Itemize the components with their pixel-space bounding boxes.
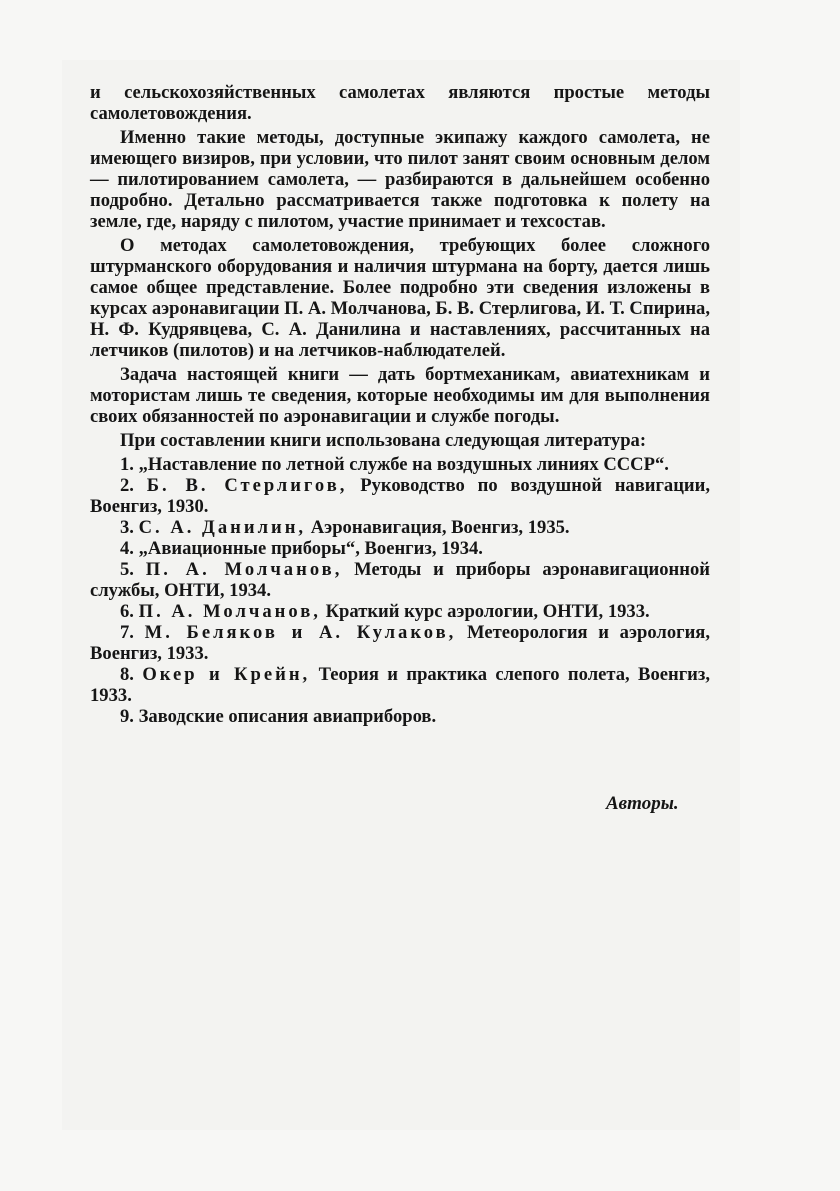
signature: Авторы. [606, 793, 679, 814]
reference-text: Краткий курс аэрологии, ОНТИ, 1933. [325, 601, 650, 622]
reference-number: 5. [120, 559, 134, 580]
reference-item [90, 454, 710, 475]
reference-text: Теория и практика слепого полета, Военгиз, 1933. [90, 664, 710, 706]
reference-number: 1. [120, 454, 134, 475]
reference-text: Метеорология и аэрология, Военгиз, 1933. [90, 622, 710, 664]
reference-text: „Наставление по летной службе на воздушных линиях СССР“. [138, 454, 669, 475]
paragraph: и сельскохозяйственных самолетах являются простые методы самолетовождения. [90, 82, 710, 124]
reference-text: Руководство по воздушной навигации, Военгиз, 1930. [90, 475, 710, 517]
reference-number: 9. [120, 706, 134, 727]
reference-text: Методы и приборы аэронавигационной службы, ОНТИ, 1934. [90, 559, 710, 601]
reference-author: Б. В. Стерлигов, [146, 475, 348, 496]
reference-item [90, 601, 710, 622]
references-intro: При составлении книги использована следующая литература: [120, 430, 647, 451]
reference-author: Окер и Крейн, [142, 664, 311, 685]
reference-item [90, 664, 710, 706]
reference-author: П. А. Молчанов, [138, 601, 321, 622]
page-text [90, 82, 710, 727]
paragraph: Задача настоящей книги — дать бортмеханикам, авиатехникам и мотористам лишь те сведения, которые необходимы им для выполнения своих обязанностей по аэронавигации и службе погоды. [90, 364, 710, 427]
reference-author: П. А. Молчанов, [145, 559, 343, 580]
reference-number: 8. [120, 664, 134, 685]
reference-number: 7. [120, 622, 134, 643]
reference-text: „Авиационные приборы“, Военгиз, 1934. [138, 538, 483, 559]
paragraph: Именно такие методы, доступные экипажу каждого самолета, не имеющего визиров, при условии, что пилот занят своим основным делом — пилотированием самолета, — разбираются в дальнейшем особенно подробно. Детально рассматривается также подготовка к полету на земле, где, наряду с пилотом, участие принимает и техсостав. [90, 127, 710, 232]
reference-item [90, 538, 710, 559]
reference-number: 4. [120, 538, 134, 559]
reference-list [90, 454, 710, 727]
reference-item [90, 517, 710, 538]
reference-item [90, 622, 710, 664]
reference-author: С. А. Данилин, [138, 517, 307, 538]
reference-item [90, 475, 710, 517]
reference-number: 3. [120, 517, 134, 538]
reference-text: Аэронавигация, Военгиз, 1935. [310, 517, 570, 538]
reference-number: 6. [120, 601, 134, 622]
paragraph: О методах самолетовождения, требующих более сложного штурманского оборудования и наличия штурмана на борту, дается лишь самое общее представление. Более подробно эти сведения изложены в курсах аэронавигации П. А. Молчанова, Б. В. Стерлигова, И. Т. Спирина, Н. Ф. Кудрявцева, С. А. Данилина и наставлениях, рассчитанных на летчиков (пилотов) и на летчиков-наблюдателей. [90, 235, 710, 361]
reference-text: Заводские описания авиаприборов. [138, 706, 437, 727]
reference-author: М. Беляков и А. Кулаков, [144, 622, 457, 643]
reference-item [90, 559, 710, 601]
reference-number: 2. [120, 475, 134, 496]
reference-item [90, 706, 710, 727]
